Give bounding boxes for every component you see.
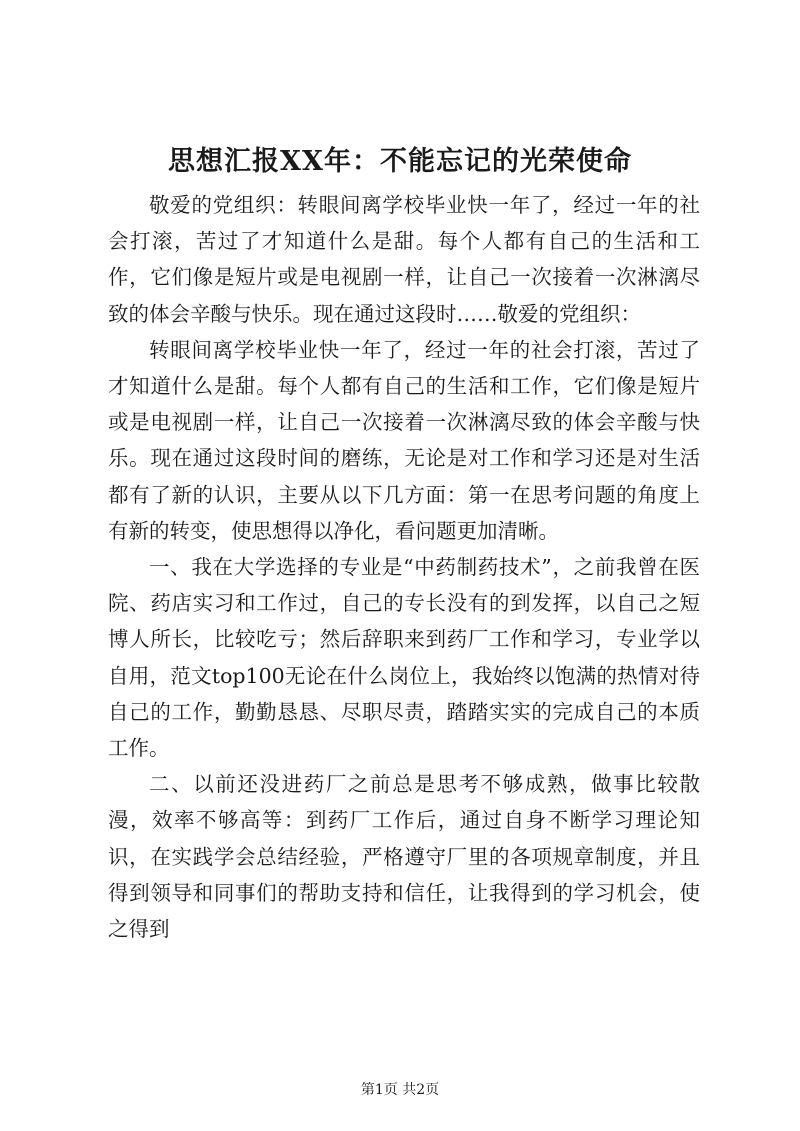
paragraph-point-two: 二、以前还没进药厂之前总是思考不够成熟，做事比较散漫，效率不够高等：到药厂工作后，通过自身不断学习理论知识，在实践学会总结经验，严格遵守厂里的各项规章制度，并且得到领导和同事们的帮助支持和信任，让我得到的学习机会，使之得到 bbox=[108, 772, 700, 942]
paragraph-intro: 转眼间离学校毕业快一年了，经过一年的社会打滚，苦过了才知道什么是甜。每个人都有自己的生活和工作，它们像是短片或是电视剧一样，让自己一次接着一次淋漓尽致的体会辛酸与快乐。现在通过这段时间的磨练，无论是对工作和学习还是对生活都有了新的认识，主要从以下几方面：第一在思考问题的角度上有新的转变，使思想得以净化，看问题更加清晰。 bbox=[108, 337, 700, 543]
paragraph-point-one: 一、我在大学选择的专业是“中药制药技术”，之前我曾在医院、药店实习和工作过，自己的专长没有的到发挥，以自己之短博人所长，比较吃亏；然后辞职来到药厂工作和学习，专业学以自用，范文top100无论在什么岗位上，我始终以饱满的热情对待自己的工作，勤勤恳恳、尽职尽责，踏踏实实的完成自己的本质工作。 bbox=[108, 555, 700, 761]
document-body bbox=[108, 187, 700, 947]
document-title: 思想汇报XX年：不能忘记的光荣使命 bbox=[168, 146, 632, 177]
page-footer: 第1页 共2页 bbox=[360, 1082, 440, 1098]
paragraph-greeting: 敬爱的党组织：转眼间离学校毕业快一年了，经过一年的社会打滚，苦过了才知道什么是甜。每个人都有自己的生活和工作，它们像是短片或是电视剧一样，让自己一次接着一次淋漓尽致的体会辛酸与快乐。现在通过这段时……敬爱的党组织： bbox=[108, 193, 700, 326]
